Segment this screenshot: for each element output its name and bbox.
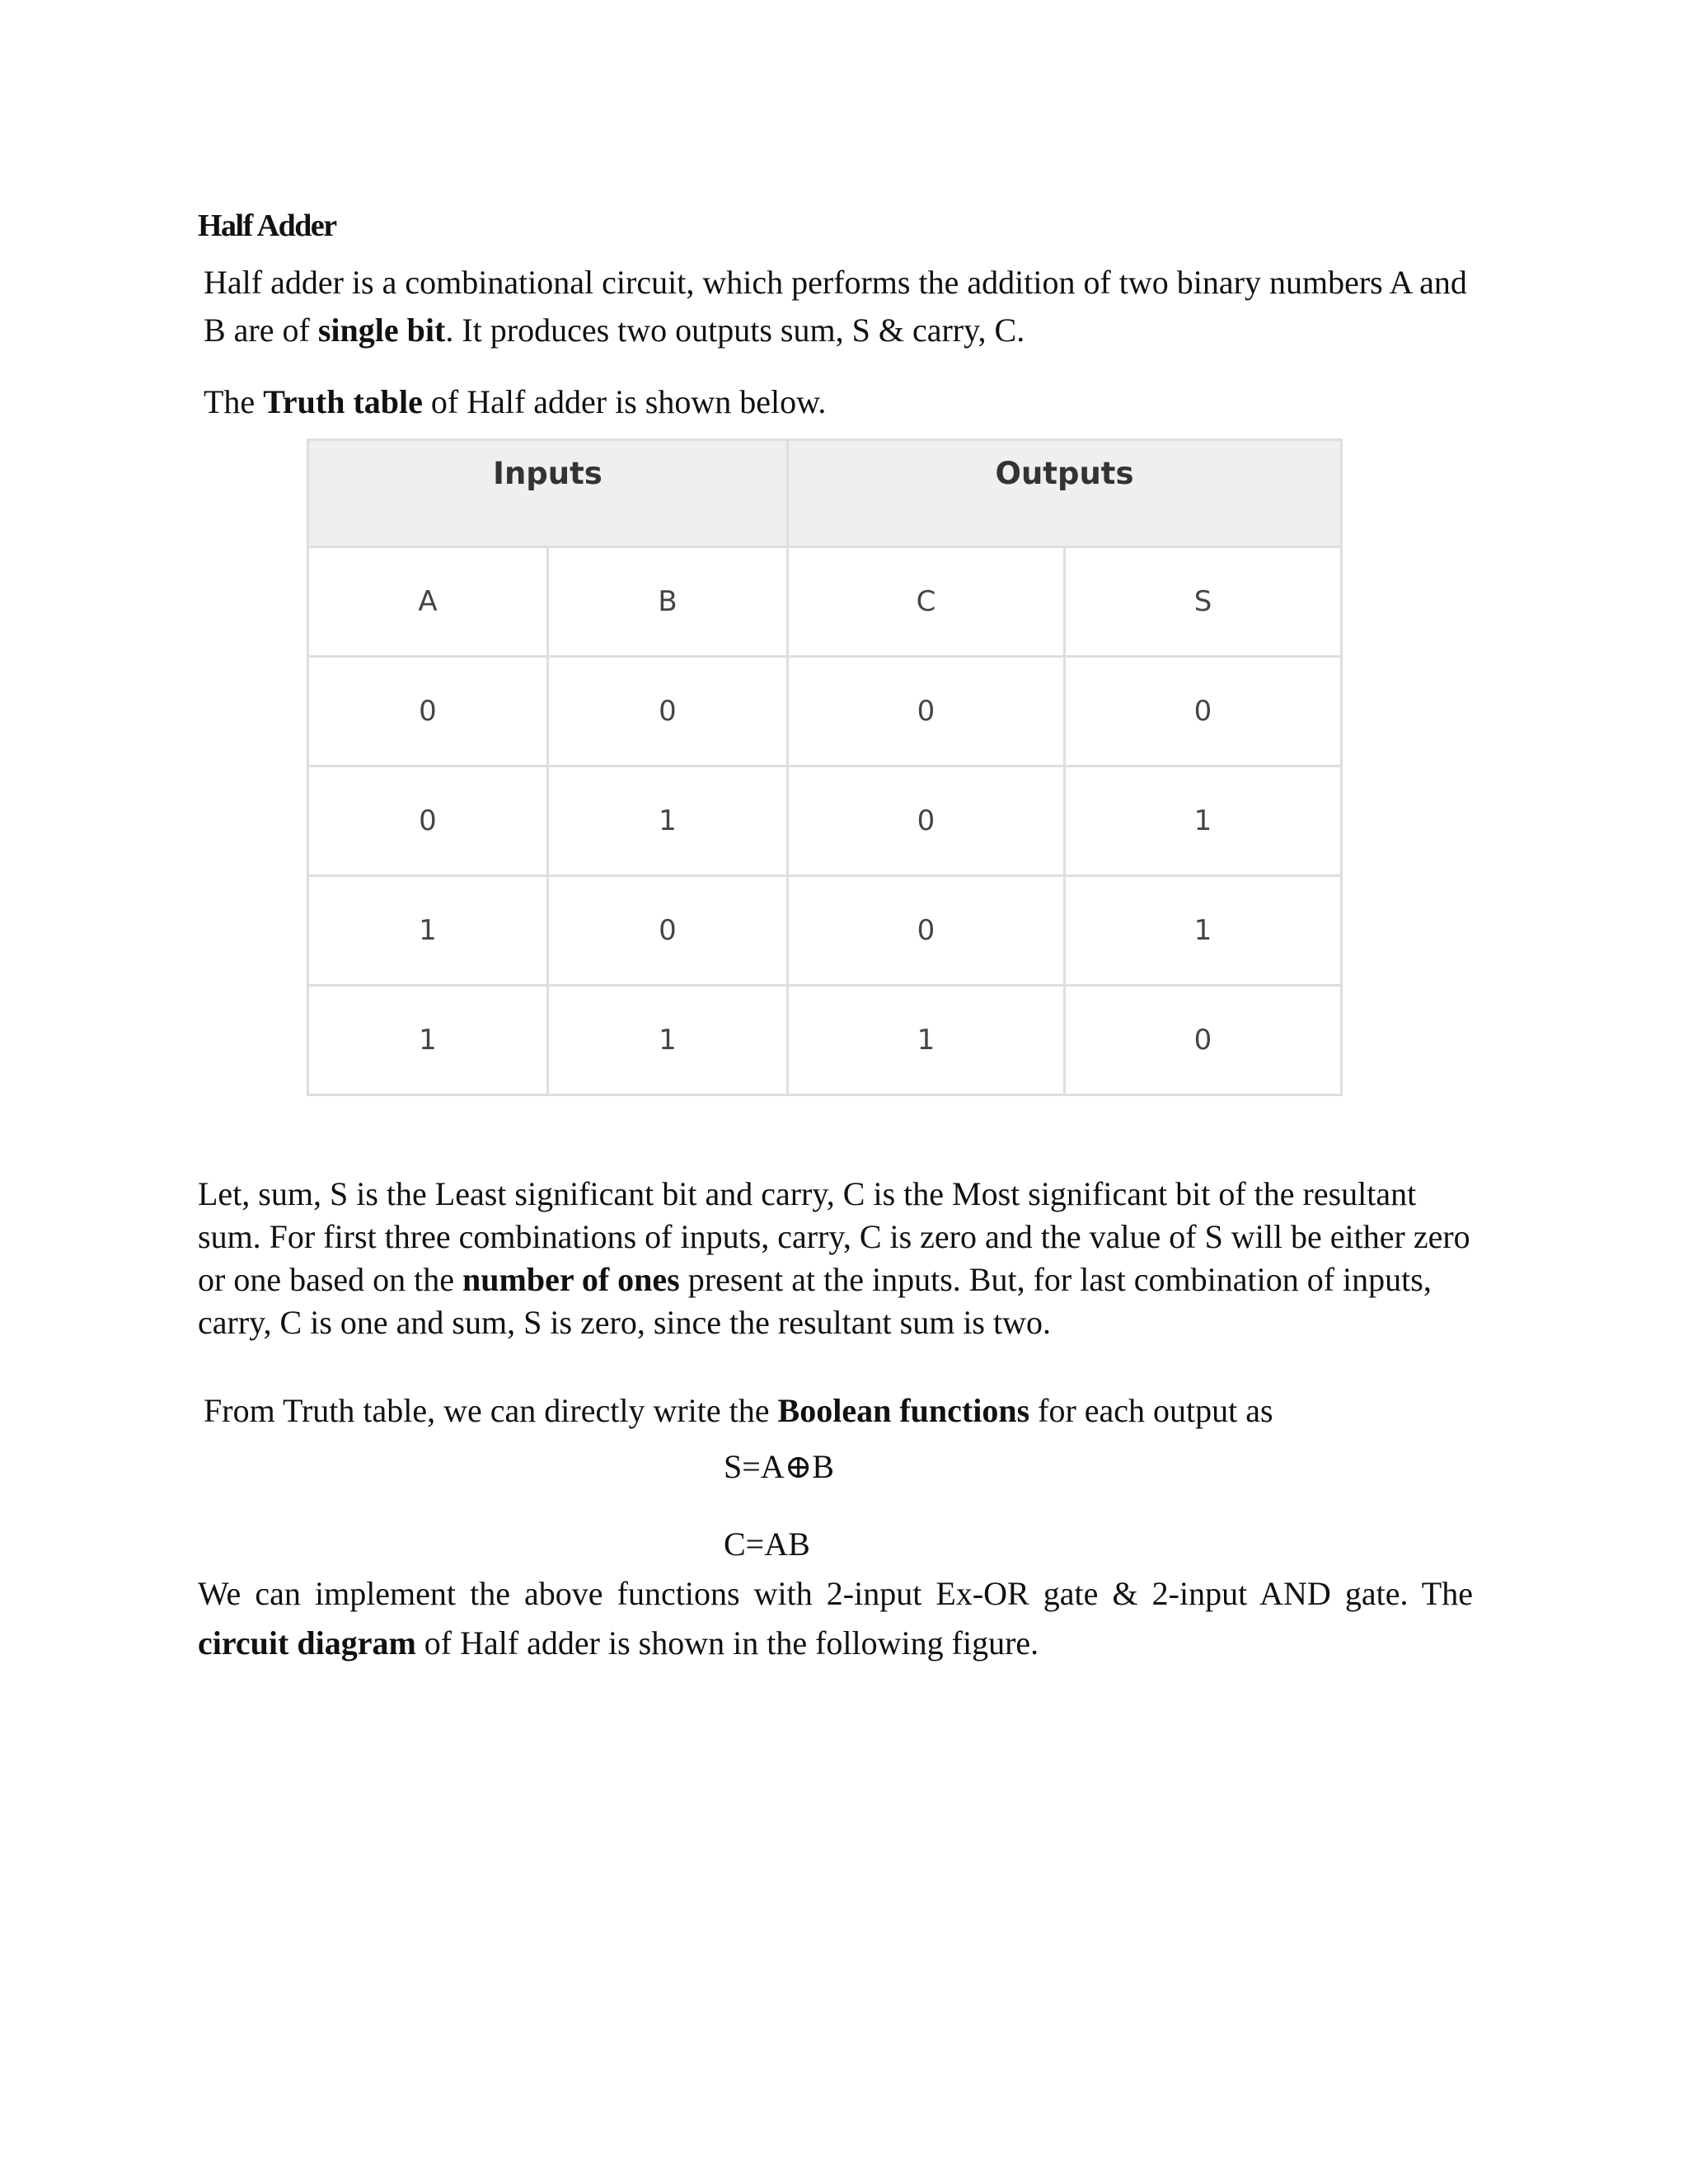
column-header-c: C [788,547,1065,657]
table-cell: 0 [788,657,1065,766]
boolean-functions-intro [204,1387,1481,1435]
boolean-intro-bold: Boolean functions [777,1392,1030,1429]
implementation-text-1: We can implement the above functions with 2-input Ex-OR gate & 2-input AND gate. The [198,1575,1473,1612]
table-row [308,766,1342,876]
table-cell: 0 [1065,657,1342,766]
table-row [308,876,1342,986]
table-cell: 0 [788,876,1065,986]
column-header-b: B [548,547,788,657]
intro-paragraph [204,259,1481,354]
boolean-intro-text-1: From Truth table, we can directly write the [204,1392,778,1429]
table-row [308,986,1342,1095]
intro-text-1: Half adder is a combinational circuit, which performs the addition of two binary numbers A and B are of [204,264,1467,349]
column-header-s: S [1065,547,1342,657]
table-cell: 0 [548,657,788,766]
page-title: Half Adder [198,209,336,243]
column-header-a: A [308,547,548,657]
truth-intro-text-1: The [204,383,264,420]
explanation-bold: number of ones [462,1261,680,1298]
intro-bold-single-bit: single bit [317,312,446,349]
table-cell: 1 [308,876,548,986]
truth-intro-text-2: of Half adder is shown below. [422,383,827,420]
implementation-paragraph [198,1569,1473,1668]
table-cell: 0 [308,766,548,876]
truth-table [307,438,1343,1096]
table-cell: 1 [548,986,788,1095]
inputs-header: Inputs [308,440,788,547]
outputs-header: Outputs [788,440,1342,547]
table-row [308,657,1342,766]
carry-formula: C=AB [724,1526,810,1563]
sum-formula: S=A⊕B [724,1448,834,1485]
table-cell: 0 [788,766,1065,876]
table-cell: 0 [308,657,548,766]
table-cell: 1 [1065,766,1342,876]
explanation-paragraph [198,1173,1484,1344]
table-cell: 1 [1065,876,1342,986]
truth-table-group-header-row [308,440,1342,547]
boolean-intro-text-2: for each output as [1029,1392,1273,1429]
explanation-text-2: present at the inputs. But, for last combination of inputs, carry, C is one and sum, S is zero, since the resultant sum is two. [198,1261,1432,1341]
table-cell: 1 [788,986,1065,1095]
explanation-text-1: Let, sum, S is the Least significant bit and carry, C is the Most significant bit of the resultant sum. For first three combinations of inputs, carry, C is zero and the value of S will be either zero or one based on the [198,1175,1470,1298]
truth-intro-bold: Truth table [263,383,423,420]
truth-table-intro [204,378,1481,426]
implementation-bold: circuit diagram [198,1624,416,1661]
implementation-text-2: of Half adder is shown in the following figure. [415,1624,1039,1661]
table-cell: 1 [308,986,548,1095]
table-cell: 0 [548,876,788,986]
intro-text-2: . It produces two outputs sum, S & carry, C. [445,312,1025,349]
table-column-header-row [308,547,1342,657]
table-cell: 0 [1065,986,1342,1095]
table-cell: 1 [548,766,788,876]
